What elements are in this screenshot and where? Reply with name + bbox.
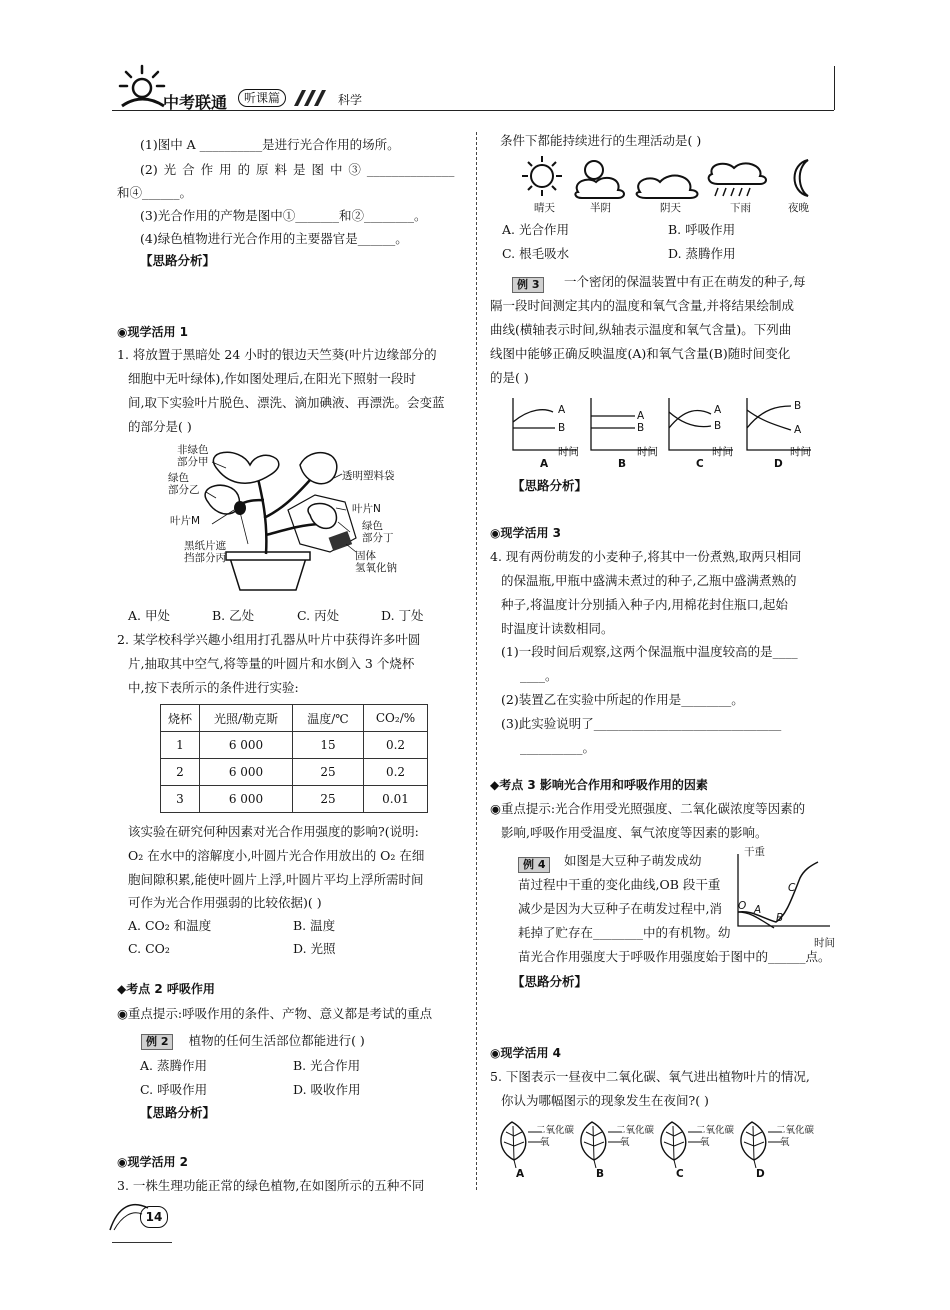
q4-line-4: 时温度计读数相同。: [501, 621, 614, 636]
thinking-label-3: 【思路分析】: [512, 478, 588, 493]
q3-option-b: B. 呼吸作用: [668, 222, 736, 237]
ex2-option-a: A. 蒸腾作用: [140, 1058, 207, 1073]
chart-c-xlabel: 时间: [712, 446, 733, 458]
leaf-c-gas2: 氧: [700, 1137, 710, 1148]
table-row: [161, 786, 428, 813]
tip-3-line-1: ◉重点提示:光合作用受光照强度、二氧化碳浓度等因素的: [490, 801, 806, 816]
weather-figure: [512, 154, 832, 200]
ex4-line-5: 苗光合作用强度大于呼吸作用强度始于图中的______点。: [518, 949, 831, 964]
table-cell: 1: [161, 732, 200, 759]
table-header-cell: 温度/℃: [293, 705, 364, 732]
plant-label-bing: 黑纸片遮 挡部分丙: [184, 540, 226, 564]
q-intro-1: (1)图中 A __________是进行光合作用的场所。: [140, 137, 400, 152]
table-cell: 6 000: [200, 786, 293, 813]
q2-line-2: 片,抽取其中空气,将等量的叶圆片和水倒入 3 个烧杯: [128, 656, 415, 671]
chart-c-id: C: [696, 458, 704, 470]
q2-after-3: 胞间隙积累,能使叶圆片上浮,叶圆片平均上浮所需时间: [128, 872, 424, 887]
table-cell: 25: [293, 786, 364, 813]
practice-heading-3: ◉现学活用 3: [490, 526, 561, 540]
brand-title: 中考联通: [163, 93, 228, 112]
q1-option-b: B. 乙处: [212, 608, 255, 623]
weather-label: 夜晚: [788, 202, 809, 214]
chart-a-curve-a: A: [558, 404, 566, 416]
table-cell: 0.2: [364, 759, 428, 786]
practice-heading-4: ◉现学活用 4: [490, 1046, 561, 1060]
q4-sub-3: (3)此实验说明了______________________________: [501, 716, 782, 731]
q1-option-c: C. 丙处: [297, 608, 340, 623]
chart-d-curve-a: B: [794, 400, 802, 412]
q2-line-3: 中,按下表所示的条件进行实验:: [128, 680, 299, 695]
example-3-tag-wrap: [512, 273, 544, 293]
example-2: [141, 1030, 365, 1050]
q2-option-d: D. 光照: [293, 941, 336, 956]
weather-label: 半阴: [590, 202, 611, 214]
chart-d-id: D: [774, 458, 783, 470]
ex4-line-1: 如图是大豆种子萌发成幼: [564, 853, 702, 868]
ex3-line-4: 线图中能够正确反映温度(A)和氧气含量(B)随时间变化: [490, 346, 791, 361]
ex3-line-2: 隔一段时间测定其内的温度和氧气含量,并将结果绘制成: [490, 298, 794, 313]
rain-icon: [709, 163, 766, 196]
dry-chart-point-a: A: [754, 904, 762, 916]
ex2-option-b: B. 光合作用: [293, 1058, 361, 1073]
q-intro-5: (4)绿色植物进行光合作用的主要器官是______。: [140, 231, 408, 246]
tip-2: ◉重点提示:呼吸作用的条件、产物、意义都是考试的重点: [117, 1006, 433, 1021]
q-intro-3: 和④______。: [117, 185, 193, 200]
table-cell: 0.01: [364, 786, 428, 813]
q-intro-4: (3)光合作用的产物是图中①_______和②________。: [140, 208, 427, 223]
ex2-option-c: C. 呼吸作用: [140, 1082, 208, 1097]
q2-line-1: 2. 某学校科学兴趣小组用打孔器从叶片中获得许多叶圆: [117, 632, 421, 647]
table-row: [161, 732, 428, 759]
tip-3-line-2: 影响,呼吸作用受温度、氧气浓度等因素的影响。: [501, 825, 768, 840]
table-cell: 3: [161, 786, 200, 813]
q1-line-1: 1. 将放置于黑暗处 24 小时的银边天竺葵(叶片边缘部分的: [117, 347, 437, 362]
table-cell: 15: [293, 732, 364, 759]
q1-line-4: 的部分是( ): [128, 419, 192, 434]
kaodian-3-heading: ◆考点 3 影响光合作用和呼吸作用的因素: [490, 778, 708, 792]
leaf-d-gas1: 二氧化碳: [776, 1125, 815, 1136]
table-cell: 6 000: [200, 732, 293, 759]
dry-chart-point-o: O: [738, 900, 747, 912]
table-cell: 0.2: [364, 732, 428, 759]
chart-a-curve-b: B: [558, 422, 566, 434]
subject-label: 科学: [338, 93, 363, 107]
q2-after-4: 可作为光合作用强弱的比较依据)( ): [128, 895, 322, 910]
dry-chart-xlabel: 时间: [814, 937, 835, 949]
q-intro-2: (2) 光 合 作 用 的 原 料 是 图 中 ③ ______________: [140, 162, 455, 177]
example-2-text: 植物的任何生活部位都能进行( ): [188, 1033, 365, 1048]
leaf-a-id: A: [516, 1168, 525, 1180]
cloud-icon: [637, 176, 698, 198]
plant-label-yi: 绿色 部分乙: [168, 472, 200, 496]
chart-b-curve-a: A: [637, 410, 645, 422]
q4-sub-1: (1)一段时间后观察,这两个保温瓶中温度较高的是____: [501, 644, 798, 659]
plant-label-jia: 非绿色 部分甲: [177, 444, 209, 468]
chart-c-curve-a: A: [714, 404, 722, 416]
chart-d-xlabel: 时间: [790, 446, 811, 458]
leaf-b-gas1: 二氧化碳: [616, 1125, 655, 1136]
q4-sub-3b: __________。: [520, 740, 596, 755]
mini-chart-a: [513, 398, 577, 450]
footer-rule: [112, 1242, 172, 1243]
leaf-b-gas2: 氧: [620, 1137, 630, 1148]
example-tag: 例 3: [512, 277, 544, 293]
q1-line-2: 细胞中无叶绿体),作如图处理后,在阳光下照射一段时: [128, 371, 416, 386]
q4-line-3: 种子,将温度计分别插入种子内,用棉花封住瓶口,起始: [501, 597, 788, 612]
ex3-line-1: 一个密闭的保温装置中有正在萌发的种子,每: [564, 274, 806, 289]
q4-line-1: 4. 现有两份萌发的小麦种子,将其中一份煮熟,取两只相同: [490, 549, 802, 564]
moon-icon: [795, 160, 809, 196]
dry-weight-chart: [730, 848, 840, 936]
experiment-table: [160, 704, 428, 813]
column-divider: [476, 132, 477, 1190]
ex4-line-4: 耗掉了贮存在________中的有机物。幼: [518, 925, 731, 940]
ex4-line-3: 减少是因为大豆种子在萌发过程中,消: [518, 901, 722, 916]
q3-continuation: 条件下都能持续进行的生理活动是( ): [500, 133, 702, 148]
q1-line-3: 间,取下实验叶片脱色、漂洗、滴加碘液、再漂洗。会变蓝: [128, 395, 445, 410]
practice-heading-2: ◉现学活用 2: [117, 1155, 188, 1169]
plant-label-leaf-n: 叶片N: [352, 503, 381, 515]
q2-option-b: B. 温度: [293, 918, 336, 933]
table-header-cell: CO₂/%: [364, 705, 428, 732]
chart-b-id: B: [618, 458, 627, 470]
q1-option-d: D. 丁处: [381, 608, 424, 623]
plant-label-leaf-m: 叶片M: [170, 515, 201, 527]
ex3-line-5: 的是( ): [490, 370, 529, 385]
example-tag: 例 4: [518, 857, 550, 873]
q2-option-a: A. CO₂ 和温度: [128, 918, 212, 933]
q2-after-2: O₂ 在水中的溶解度小,叶圆片光合作用放出的 O₂ 在细: [128, 848, 425, 863]
leaf-c-gas1: 二氧化碳: [696, 1125, 735, 1136]
stripes-icon: [294, 89, 326, 107]
sun-icon: [522, 156, 562, 196]
chart-d-curve-b: A: [794, 424, 802, 436]
plant-label-naoh: 固体 氢氧化钠: [355, 550, 397, 574]
plant-label-ding: 绿色 部分丁: [362, 520, 394, 544]
table-header-cell: 光照/勒克斯: [200, 705, 293, 732]
q3-option-a: A. 光合作用: [502, 222, 569, 237]
example-4-tag-wrap: [518, 853, 550, 873]
example-tag: 例 2: [141, 1034, 173, 1050]
leaf-d-gas2: 氧: [780, 1137, 790, 1148]
table-cell: 6 000: [200, 759, 293, 786]
dry-chart-point-b: B: [776, 912, 784, 924]
mini-chart-c: [669, 398, 733, 450]
partly-cloudy-icon: [575, 161, 624, 198]
q4-sub-1b: ____。: [520, 668, 558, 683]
section-tab: 听课篇: [238, 89, 286, 107]
ex3-line-3: 曲线(横轴表示时间,纵轴表示温度和氧气含量)。下列曲: [490, 322, 792, 337]
chart-c-curve-b: B: [714, 420, 722, 432]
thinking-label-2: 【思路分析】: [140, 1105, 216, 1120]
leaf-c-id: C: [676, 1168, 684, 1180]
table-header-cell: 烧杯: [161, 705, 200, 732]
plant-label-bag: 透明塑料袋: [342, 470, 395, 482]
dry-chart-point-c: C: [788, 882, 796, 894]
weather-label: 下雨: [730, 202, 751, 214]
chart-b-curve-b: B: [637, 422, 645, 434]
q3-option-c: C. 根毛吸水: [502, 246, 570, 261]
thinking-label-1: 【思路分析】: [140, 253, 216, 268]
q4-line-2: 的保温瓶,甲瓶中盛满未煮过的种子,乙瓶中盛满煮熟的: [501, 573, 797, 588]
table-cell: 25: [293, 759, 364, 786]
mini-chart-d: [747, 398, 811, 450]
chart-b-xlabel: 时间: [637, 446, 658, 458]
q2-after-1: 该实验在研究何种因素对光合作用强度的影响?(说明:: [128, 824, 419, 839]
leaf-a-gas1: 二氧化碳: [536, 1125, 575, 1136]
chart-a-xlabel: 时间: [558, 446, 579, 458]
q1-option-a: A. 甲处: [128, 608, 170, 623]
table-header-row: [161, 705, 428, 732]
ex2-option-d: D. 吸收作用: [293, 1082, 361, 1097]
leaf-d-id: D: [756, 1168, 765, 1180]
header-rule: [112, 110, 834, 111]
leaf-b-id: B: [596, 1168, 605, 1180]
page-number: 14: [140, 1206, 168, 1228]
header-side-rule: [834, 66, 835, 110]
practice-heading-1: ◉现学活用 1: [117, 325, 188, 339]
leaf-a-gas2: 氧: [540, 1137, 550, 1148]
thinking-label-4: 【思路分析】: [512, 974, 588, 989]
table-cell: 2: [161, 759, 200, 786]
table-row: [161, 759, 428, 786]
weather-label: 阴天: [660, 202, 681, 214]
q3-start: 3. 一株生理功能正常的绿色植物,在如图所示的五种不同: [117, 1178, 425, 1193]
q5-line-1: 5. 下图表示一昼夜中二氧化碳、氧气进出植物叶片的情况,: [490, 1069, 810, 1084]
weather-label: 晴天: [534, 202, 555, 214]
kaodian-2-heading: ◆考点 2 呼吸作用: [117, 982, 215, 996]
q2-option-c: C. CO₂: [128, 941, 170, 956]
q4-sub-2: (2)装置乙在实验中所起的作用是________。: [501, 692, 744, 707]
chart-a-id: A: [540, 458, 549, 470]
ex4-line-2: 苗过程中干重的变化曲线,OB 段干重: [518, 877, 721, 892]
q3-option-d: D. 蒸腾作用: [668, 246, 736, 261]
mini-chart-b: [591, 398, 655, 450]
q5-line-2: 你认为哪幅图示的现象发生在夜间?( ): [501, 1093, 709, 1108]
dry-chart-ylabel: 干重: [744, 846, 765, 858]
